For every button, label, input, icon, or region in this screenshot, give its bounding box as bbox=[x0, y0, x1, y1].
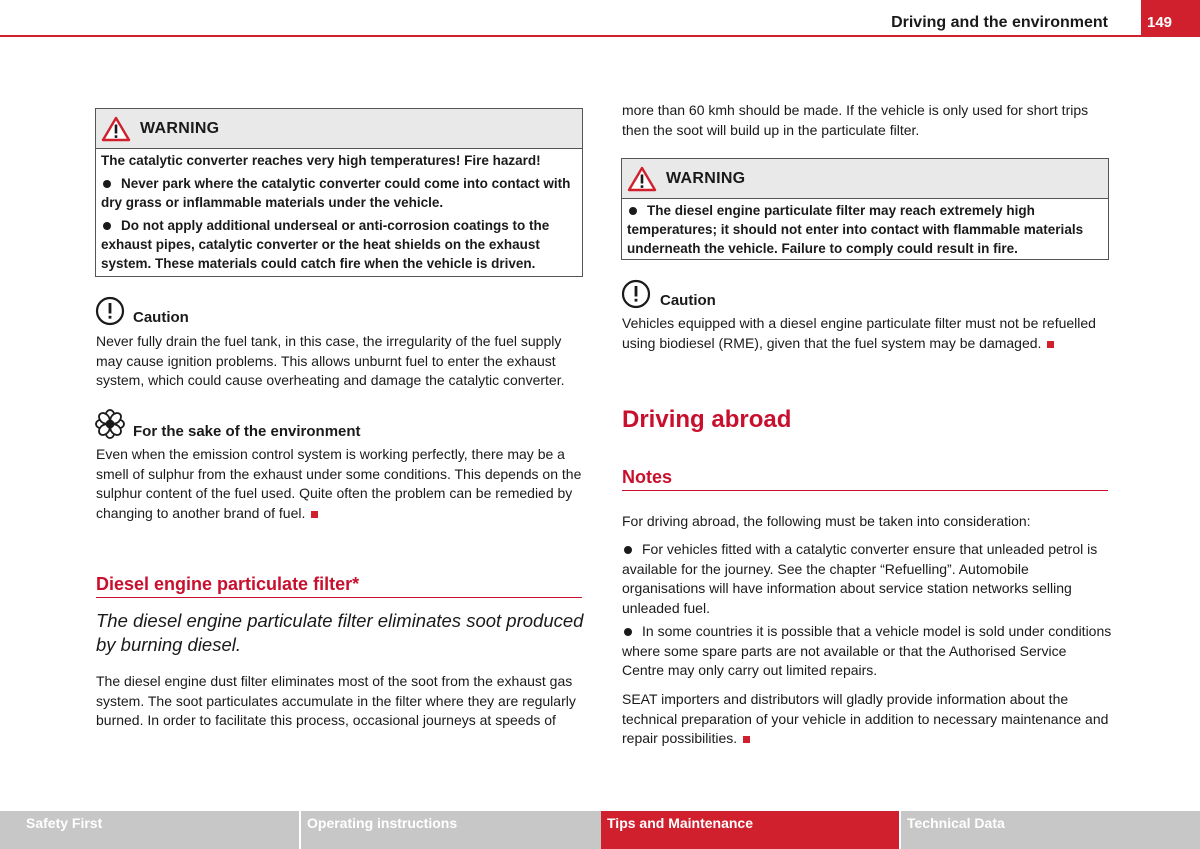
warning-bullet-text: Never park where the catalytic converter could come into contact with dry grass or inflammable materials under the vehicle. bbox=[101, 176, 571, 210]
environment-text-block bbox=[96, 445, 582, 523]
bullet-icon bbox=[624, 546, 632, 554]
end-mark-icon bbox=[1047, 341, 1054, 348]
caution-exclamation-icon bbox=[621, 279, 651, 309]
driving-abroad-title: Driving abroad bbox=[622, 406, 792, 433]
warning-label: WARNING bbox=[666, 170, 746, 187]
warning-bullet-item bbox=[627, 201, 1103, 258]
footer-tab-safety-first[interactable]: Safety First bbox=[26, 815, 103, 831]
abroad-intro: For driving abroad, the following must be taken into consideration: bbox=[622, 513, 1031, 529]
abroad-bullet-item bbox=[622, 540, 1112, 618]
environment-text: Even when the emission control system is working perfectly, there may be a smell of sulphur from the exhaust under some conditions. This depends on the sulphur content of the fuel used. Quite often the problem can be remedied by changing to another brand of fuel. bbox=[96, 446, 582, 521]
abroad-bullet-text: For vehicles fitted with a catalytic converter ensure that unleaded petrol is available for the journey. See the chapter “Refuelling”. Automobile organisations will have information about service station networks selling unleaded fuel. bbox=[622, 541, 1098, 616]
diesel-text: The diesel engine dust filter eliminates most of the soot from the exhaust gas system. The soot particulates accumulate in the filter where they are regularly burned. In order to facilitate this process, occasional journeys at speeds of bbox=[96, 673, 576, 728]
caution-text: Vehicles equipped with a diesel engine particulate filter must not be refuelled using biodiesel (RME), given that the fuel system may be damaged. bbox=[622, 315, 1096, 351]
running-header-title: Driving and the environment bbox=[891, 14, 1108, 31]
warning-triangle-icon bbox=[627, 166, 657, 192]
section-rule bbox=[622, 490, 1108, 491]
footer-tab-technical-data[interactable]: Technical Data bbox=[907, 815, 1005, 831]
caution-title: Caution bbox=[133, 309, 189, 326]
warning-bullet-text: The diesel engine particulate filter may reach extremely high temperatures; it should not enter into contact with flammable materials underneath the vehicle. Failure to comply could result in fire. bbox=[627, 203, 1084, 256]
footer-tab-operating-instructions[interactable]: Operating instructions bbox=[307, 815, 458, 831]
bullet-icon bbox=[103, 180, 111, 188]
continuation-text: more than 60 kmh should be made. If the vehicle is only used for short trips then the soot will build up in the particulate filter. bbox=[622, 102, 1089, 138]
end-mark-icon bbox=[311, 511, 318, 518]
diesel-section-title: Diesel engine particulate filter* bbox=[96, 574, 360, 594]
warning-line: The catalytic converter reaches very high temperatures! Fire hazard! bbox=[101, 153, 541, 168]
page-number: 149 bbox=[1141, 0, 1200, 37]
abroad-bullet-item bbox=[622, 622, 1112, 681]
warning-header bbox=[622, 159, 1108, 199]
bullet-icon bbox=[624, 628, 632, 636]
notes-title: Notes bbox=[622, 467, 673, 487]
warning-body bbox=[622, 199, 1108, 264]
bullet-icon bbox=[629, 207, 637, 215]
caution-text: Never fully drain the fuel tank, in this case, the irregularity of the fuel supply may cause ignition problems. This allows unburnt fuel to enter the exhaust system, which could cause overheating and damage the catalytic converter. bbox=[96, 333, 565, 388]
warning-label: WARNING bbox=[140, 120, 220, 137]
header-rule bbox=[0, 35, 1141, 37]
warning-box-diesel bbox=[621, 158, 1109, 260]
caution-text-block bbox=[622, 314, 1112, 353]
environment-flower-icon bbox=[95, 409, 125, 439]
abroad-bullet-text: In some countries it is possible that a vehicle model is sold under conditions where some spare parts are not available or that the Authorised Service Centre may only carry out limited repairs. bbox=[622, 623, 1112, 678]
caution-exclamation-icon bbox=[95, 296, 125, 326]
warning-box-catalytic bbox=[95, 108, 583, 277]
section-rule bbox=[96, 597, 582, 598]
warning-triangle-icon bbox=[101, 116, 131, 142]
diesel-lead: The diesel engine particulate filter eliminates soot produced by burning diesel. bbox=[96, 610, 584, 655]
warning-bullet-text: Do not apply additional underseal or anti-corrosion coatings to the exhaust pipes, catalytic converter or the heat shields on the exhaust system. These materials could catch fire when the vehicle is driven. bbox=[101, 218, 550, 271]
bullet-icon bbox=[103, 222, 111, 230]
caution-title: Caution bbox=[660, 292, 716, 309]
footer-tab-tips-and-maintenance[interactable]: Tips and Maintenance bbox=[601, 811, 899, 849]
abroad-closing-block bbox=[622, 690, 1112, 749]
environment-title: For the sake of the environment bbox=[133, 423, 361, 440]
warning-header bbox=[96, 109, 582, 149]
end-mark-icon bbox=[743, 736, 750, 743]
abroad-closing: SEAT importers and distributors will gladly provide information about the technical preparation of your vehicle in addition to necessary maintenance and repair possibilities. bbox=[622, 691, 1109, 746]
warning-bullet-item bbox=[101, 216, 577, 273]
warning-body bbox=[96, 149, 582, 279]
warning-bullet-item bbox=[101, 174, 577, 212]
